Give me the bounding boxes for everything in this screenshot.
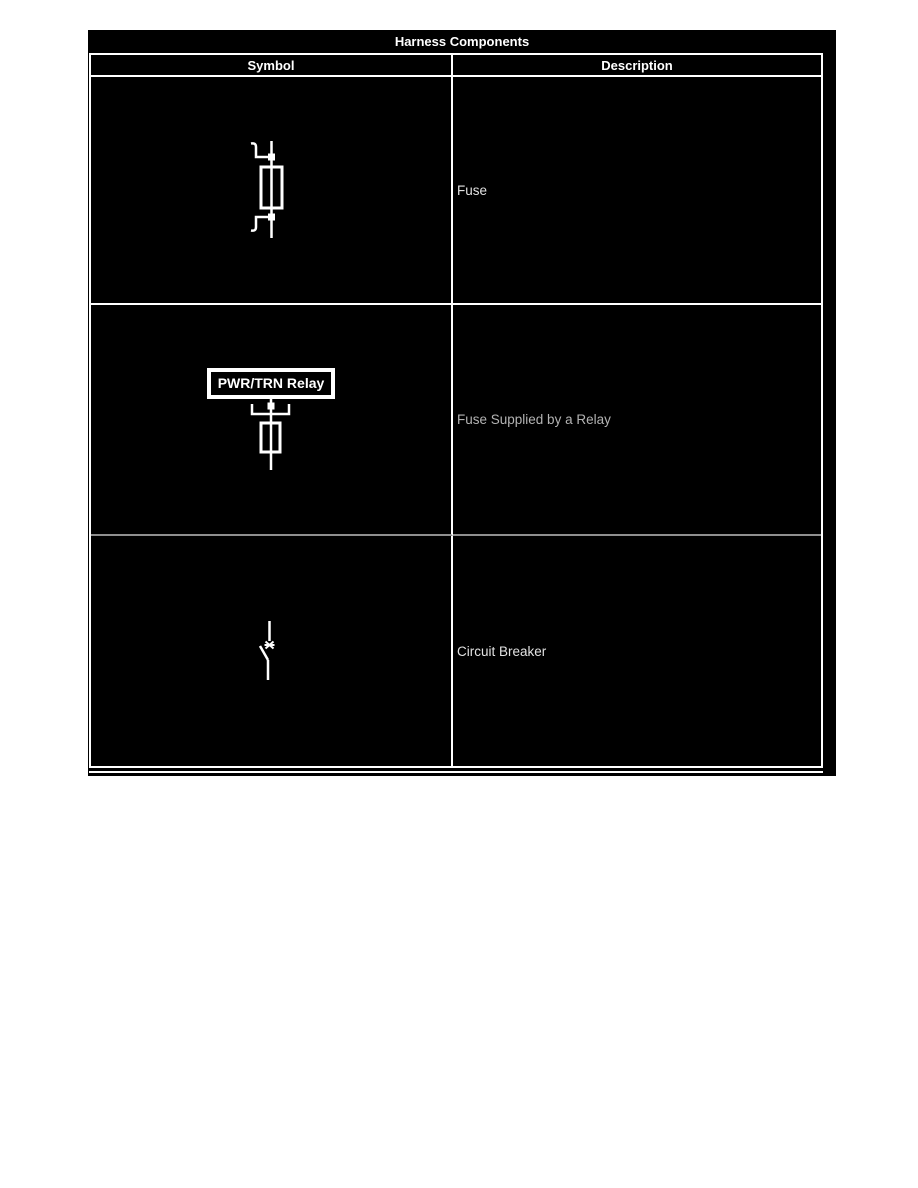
table-row-symbol-cell [91,77,453,305]
column-header-description: Description [453,55,821,77]
table-row-description: Circuit Breaker [453,536,821,766]
table-grid [89,53,823,768]
table-bottom-rule [89,771,823,773]
column-header-symbol: Symbol [91,55,453,77]
harness-components-table [88,30,836,776]
table-row-symbol-cell [91,305,453,536]
table-row-symbol-cell [91,536,453,766]
table-row-description: Fuse [453,77,821,305]
table-row-description: Fuse Supplied by a Relay [453,305,821,536]
circuit-breaker-icon [253,617,289,685]
fuse-icon [239,137,304,243]
fuse-supplied-by-relay-icon [243,399,299,472]
relay-box-label: PWR/TRN Relay [207,368,336,399]
table-title: Harness Components [394,34,530,49]
